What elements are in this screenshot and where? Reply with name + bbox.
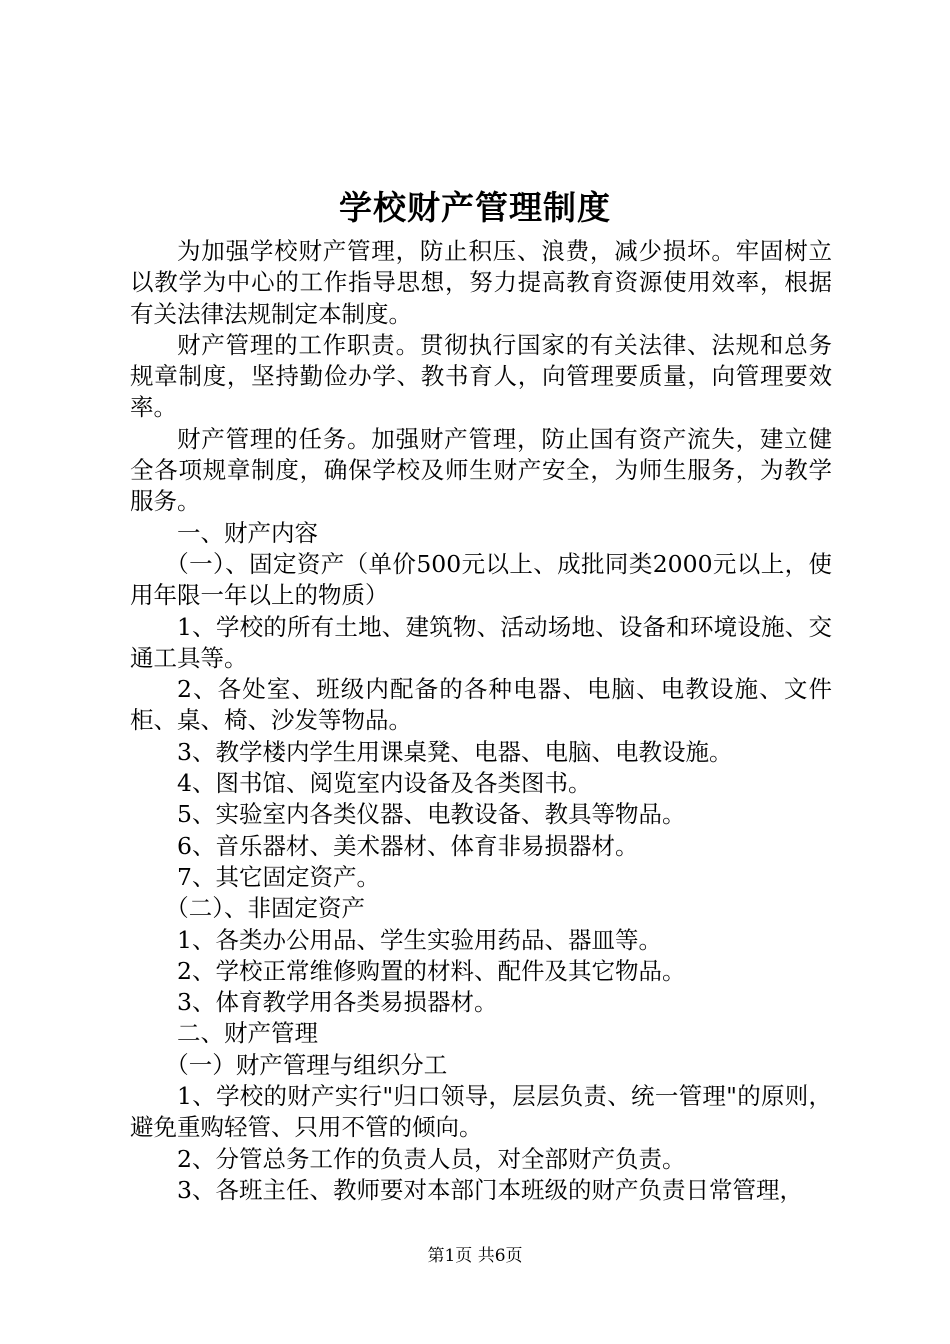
section-heading-2: 二、财产管理 [177, 1019, 318, 1048]
list-item: 1、各类办公用品、学生实验用药品、器皿等。 [177, 925, 662, 954]
paragraph-intro: 为加强学校财产管理，防止积压、浪费，减少损坏。牢固树立以教学为中心的工作指导思想，努力提高教育资源使用效率，根据有关法律法规制定本制度。 [130, 237, 832, 328]
subsection-heading-organization: （一）财产管理与组织分工 [165, 1050, 448, 1079]
list-item: 7、其它固定资产。 [177, 862, 380, 891]
subsection-heading-non-fixed-assets: （二）、非固定资产 [165, 894, 365, 923]
section-heading-1: 一、财产内容 [177, 518, 318, 547]
paragraph-duties: 财产管理的工作职责。贯彻执行国家的有关法律、法规和总务规章制度，坚持勤俭办学、教书育人，向管理要质量，向管理要效率。 [130, 330, 832, 422]
list-item: 1、学校的所有土地、建筑物、活动场地、设备和环境设施、交通工具等。 [130, 612, 832, 672]
paragraph-tasks: 财产管理的任务。加强财产管理，防止国有资产流失，建立健全各项规章制度，确保学校及师生财产安全，为师生服务，为教学服务。 [130, 424, 832, 516]
list-item: 5、实验室内各类仪器、电教设备、教具等物品。 [177, 800, 686, 829]
document-body [130, 236, 832, 1206]
list-item: 3、各班主任、教师要对本部门本班级的财产负责日常管理， [177, 1175, 803, 1204]
list-item: 4、图书馆、阅览室内设备及各类图书。 [177, 769, 592, 798]
page-number-footer: 第1页 共6页 [427, 1246, 523, 1266]
list-item: 3、体育教学用各类易损器材。 [177, 988, 498, 1017]
list-item: 2、各处室、班级内配备的各种电器、电脑、电教设施、文件柜、桌、椅、沙发等物品。 [130, 675, 832, 735]
list-item: 2、学校正常维修购置的材料、配件及其它物品。 [177, 956, 686, 985]
document-title: 学校财产管理制度 [339, 188, 611, 227]
list-item: 3、教学楼内学生用课桌凳、电器、电脑、电教设施。 [177, 737, 733, 766]
list-item: 1、学校的财产实行"归口领导，层层负责、统一管理"的原则，避免重购轻管、只用不管的倾向。 [130, 1082, 832, 1142]
subsection-heading-fixed-assets: （一）、固定资产（单价500元以上、成批同类2000元以上，使用年限一年以上的物质） [130, 549, 832, 610]
list-item: 2、分管总务工作的负责人员，对全部财产负责。 [177, 1144, 686, 1173]
list-item: 6、音乐器材、美术器材、体育非易损器材。 [177, 831, 639, 860]
